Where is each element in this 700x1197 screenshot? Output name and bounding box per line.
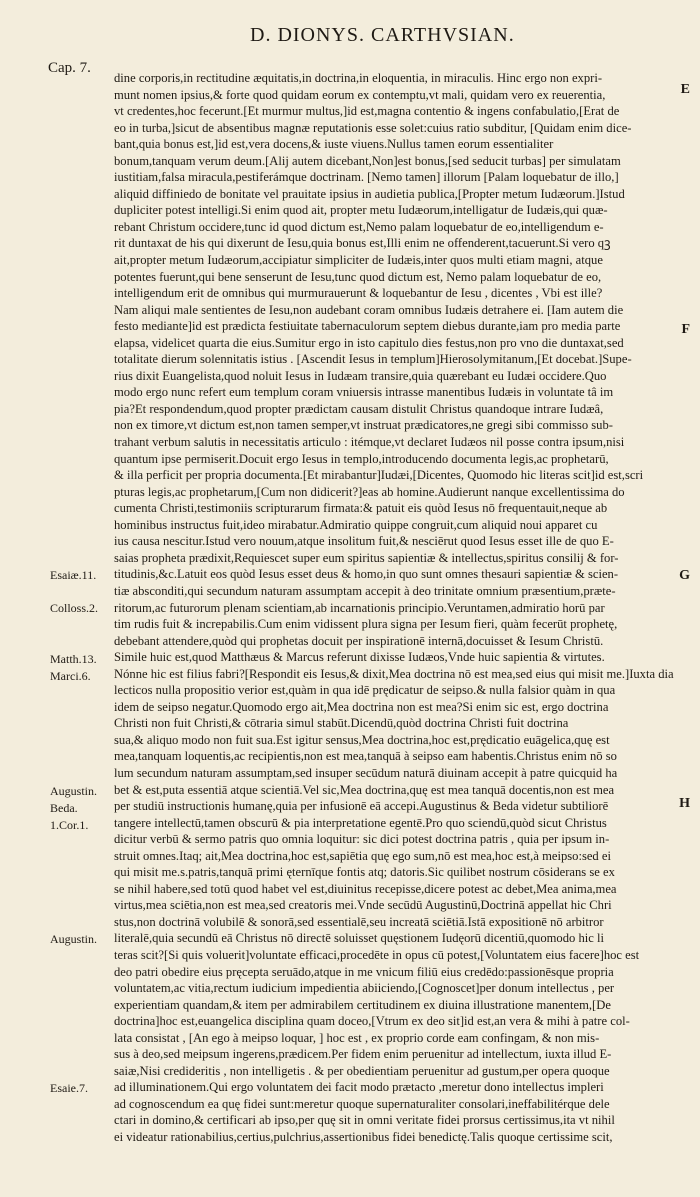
margin-note: Augustin. — [50, 932, 98, 946]
text-line: tangere intellectū,tamen obscurū & pia interpretatione egentē.Pro quo sciendū,quòd sicut Christus — [114, 815, 607, 830]
section-letter: E — [680, 82, 690, 97]
text-line: rius dixit Euangelista,quod noluit Iesus in Iudæam transire,quia quærebant eu Iudæi occidere.Quo — [114, 368, 607, 383]
text-line: ad cognoscendum ea quę fidei sunt:meretur quoque supernaturaliter consolari,ineffabilitérque dele — [114, 1096, 610, 1111]
text-line: Nam aliqui male sentientes de Iesu,non audebant coram omnibus Iudæis detrahere ei. [Iam autem die — [114, 302, 624, 317]
margin-note: Esaiæ.11. — [50, 568, 97, 582]
text-line: eo in turba,]sicut de absentibus magnæ reputationis esse solet:cuius ratio subditur, [Quidam enim dice- — [114, 120, 632, 135]
running-head — [0, 14, 700, 76]
text-line: tim rudis fuit & increpabilis.Cum enim vidissent plura signa per Iesum fieri, quàm fecerūt prophetę, — [114, 617, 618, 632]
section-letter: H — [679, 796, 690, 811]
text-line: bonum,tanquam verum deum.[Alij autem dicebant,Non]est bonus,[sed seducit turbas] per simulatam — [114, 153, 621, 168]
text-line: per studiū instructionis humanę,quia per infusionē eā accepi.Augustinus & Beda videtur subtiliorē — [114, 799, 609, 814]
text-line: & illa perficit per propria documenta.[Et mirabantur]Iudæi,[Dicentes, Quomodo hic literas scit]id est,scri — [114, 468, 644, 483]
text-line: struit omnes.Itaq; ait,Mea doctrina,hoc est,sapiētia quę ego sum,nō est mea,hoc est,à meipso:sed ei — [114, 848, 611, 863]
text-line: dupliciter potest intelligi.Si enim quod ait, propter metu Iudæorum,intelligatur de Iudæis,qui quæ- — [114, 203, 608, 218]
text-line: totalitate dierum solennitatis istius . [Ascendit Iesus in templum]Hierosolymitanum,[Et docebat.]Supe- — [114, 352, 632, 367]
text-line: deo patri obedire eius pręcepta seruādo,atque in me vnicum filiū eius credēdo:passionēsque propria — [114, 964, 614, 979]
text-line: ei videatur rationabilius,certius,pulchrius,assertionibus fidei benedictę.Talis quoque certissime scit, — [114, 1130, 613, 1144]
text-line — [114, 1162, 674, 1179]
margin-note: Augustin. — [50, 784, 98, 798]
margin-note: Beda. — [50, 801, 78, 815]
text-line: sua,& aliquo modo non fuit sua.Est igitur sensus,Mea doctrina,hoc est,prędicatio euāgelica,quę est — [114, 732, 610, 747]
text-line: ius causa nescitur.Istud vero nouum,atque insolitum fuit,& nesciērut quod Iesus esset ille de quo E- — [114, 534, 614, 549]
body-text — [114, 70, 674, 1179]
text-line: iustitiam,falsa miracula,pestiferámque doctrinam. [Nemo tamen] illorum [Palam loquebatur de illo,] — [114, 170, 619, 185]
text-line — [114, 1146, 674, 1163]
text-line: modo ergo nunc refert eum templum coram vniuersis intrasse manentibus Iudæis in voluntate tâ im — [114, 385, 614, 400]
chapter-number: Cap. 7. — [48, 60, 91, 76]
text-line: lum secundum naturam assumptam,sed insuper secūdum naturā diuinam accepit à patre quicquid ha — [114, 765, 618, 780]
text-line: aliquid diffiniedo de bonitate vel prauitate ipsius in audietia publica,[Propter metum Iudæorum.]Istud — [114, 186, 625, 201]
text-line: cumenta Christi,testimoniis scripturarum firmata:& patuit eis quòd Iesus nō frequentauit,neque ab — [114, 501, 608, 516]
text-line: idem de seipso negatur.Quomodo ergo ait,Mea doctrina non est mea?Si enim sic est, ergo doctrina — [114, 699, 609, 714]
section-letter: G — [679, 568, 690, 583]
text-line: virtus,mea sciētia,non est mea,sed creatoris mei.Vnde secūdū Augustinū,Doctrinā appellat hic Chri — [114, 898, 612, 913]
margin-note: Marci.6. — [50, 669, 91, 683]
text-line: teras scit?[Si quis voluerit]voluntate efficaci,procedēte in opus cū potest,[Voluntatem eius facere]hoc est — [114, 947, 640, 962]
text-line: dicitur verbū & sermo patris quo omnia loquitur: sic dici potest doctrina patris , quia per ipsum in- — [114, 832, 610, 847]
text-line: non ex timore,vt dictum est,non tamen semper,vt instruat prædicatores,ne gregi sibi commisso sub- — [114, 418, 613, 433]
page-title: D. DIONYS. CARTHVSIAN. — [250, 24, 515, 46]
margin-note: Esaie.7. — [50, 1081, 88, 1095]
text-line: quantum ipse permiserit.Docuit ergo Iesus in templo,introducendo documenta legis,ac prophetarū, — [114, 451, 609, 466]
text-line: bet & est,puta essentiā atque scientiā.Vel sic,Mea doctrina,quę est mea tanquā docentis,non est mea — [114, 782, 615, 797]
text-line: Simile huic est,quod Matthæus & Marcus referunt dixisse Iudæos,Vnde huic sapientia & virtutes. — [114, 650, 605, 665]
text-line: vt credentes,hoc fecerunt.[Et murmur multus,]id est,magna contentio & ingens confabulatio,[Erat de — [114, 104, 620, 119]
text-line: ritorum,ac futurorum plenam scientiam,ab incarnationis principio.Veruntamen,admiratio horū par — [114, 600, 605, 615]
text-line: ctari in domino,& certificari ab ipso,per quę sit in omni veritate fidei prorsus certissimus,ita vt nihil — [114, 1113, 615, 1128]
text-line: qui misit me.s.patris,tanquā primi ęternīque fontis atq; datoris.Sic quilibet nostrum cōsiderans se ex — [114, 865, 615, 880]
text-line: rit duntaxat de his qui dixerunt de Iesu,quia bonus est,Illi enim ne offenderent,tacuerunt.Si vero qꝫ — [114, 236, 611, 251]
text-line: debebant attendere,quòd qui prophetas docuit per inspirationē internā,docuisset & Iesum Christū. — [114, 633, 604, 648]
text-line: titudinis,&c.Latuit eos quòd Iesus esset deus & homo,in quo sunt omnes thesauri sapientiæ & scien- — [114, 567, 619, 582]
text-line: pia?Et respondendum,quod propter prædictam causam distulit Christus quandoque intrare Iudæâ, — [114, 401, 604, 416]
text-line: voluntatem,ac vitia,rectum iudicium impedientia abiiciendo,[Cognoscet]per donum intellectus , per — [114, 981, 615, 996]
margin-note: Matth.13. — [50, 652, 97, 666]
text-line: sus à deo,sed meipsum ingerens,prædicem.Per fidem enim peruenitur ad intellectum, iuxta illud E- — [114, 1047, 612, 1062]
text-line: experientiam quandam,& item per admirabilem certitudinem ex diuina illustratione manentem,[De — [114, 997, 611, 1012]
margin-note: 1.Cor.1. — [50, 818, 89, 832]
text-line: lata consistat , [An ego à meipso loquar, ] hoc est , ex proprio corde eam confingam, & non mis- — [114, 1030, 600, 1045]
text-line: literalē,quia secundū eā Christus nō directē soluisset quęstionem Iudęorū dicentiū,quomodo hic li — [114, 931, 604, 946]
margin-note: Colloss.2. — [50, 601, 99, 615]
text-line: bant,quia bonus est,]id est,vera docens,& iuste viuens.Nullus tamen eorum essentialiter — [114, 137, 554, 152]
text-line: ad illuminationem.Qui ergo voluntatem dei facit modo prætacto ,meretur dono intellectus impleri — [114, 1080, 604, 1095]
text-line: pturas legis,ac prophetarum,[Cum non didicerit?]eas ab homine.Audierunt nanque excellentissima do — [114, 484, 625, 499]
text-line: Christi non fuit Christi,& cōtraria simul stabūt.Dicendū,quòd doctrina Christi fuit doctrina — [114, 716, 569, 731]
text-line: tiæ absconditi,qui secundum naturam assumptam accepit à deo trinitate omnium præsentium,præte- — [114, 583, 616, 598]
text-line: saiæ,Nisi credideritis , non intelligetis . & per obedientiam peruenitur ad gustum,per opera quoque — [114, 1063, 610, 1078]
text-line: potentes fuerunt,qui bene senserunt de Iesu,tunc quod dictum est, Nemo palam loquebatur de eo, — [114, 269, 602, 284]
text-line: ait,propter metum Iudæorum,accipiatur simpliciter de Iudæis,inter quos multi etiam magni, atque — [114, 253, 603, 268]
text-line: lecticos nulla propositio verior est,quàm in qua idē prędicatur de seipso.& nulla falsior quàm in qua — [114, 683, 616, 698]
text-line: dine corporis,in rectitudine æquitatis,in doctrina,in eloquentia, in miraculis. Hinc ergo non expri- — [114, 71, 603, 85]
text-line: hominibus instructus fuit,ideo mirabatur.Admiratio quippe congruit,cum aliquid noui apparet cu — [114, 517, 598, 532]
text-line: stus,non doctrinā volubilē & sonorā,sed essentialē,seu increatā sciētiā.Istā expositionē nō arbitror — [114, 914, 604, 929]
text-line: intelligendum erit de omnibus qui murmurauerunt & loquebantur de Iesu , dicentes , Vbi est ille? — [114, 286, 603, 301]
text-line: saias propheta prædixit,Requiescet super eum spiritus sapientiæ & intellectus,spiritus consilij & for- — [114, 550, 619, 565]
text-line: elapsa, videlicet quarta die eius.Sumitur ergo in isto capitulo dies festus,non pro vno die duntaxat,sed — [114, 335, 624, 350]
text-line: munt nomen ipsius,& forte quod quidam eorum ex contemptu,vt mali, quidam vero ex reuerentia, — [114, 87, 606, 102]
text-line: mea,tanquam loquentis,ac recipientis,non est mea,tanquā à seipso eam habentis.Christus enim nō so — [114, 749, 617, 764]
text-line: rebant Christum occidere,tunc id quod dictum est,Nemo palam loquebatur de eo,intelligendum e- — [114, 219, 604, 234]
text-line: trahant verbum salutis in necessitatis articulo : itémque,vt declaret Iudæos nil posse contra ipsum,nisi — [114, 435, 625, 450]
text-line: se nihil habere,sed totū quod habet vel est,diuinitus recepisse,dicere potest ac debet,Mea anima,mea — [114, 881, 617, 896]
section-letter: F — [681, 322, 690, 337]
text-line: Nónne hic est filius fabri?[Respondit eis Iesus,& dixit,Mea doctrina nō est mea,sed eius qui misit me.]Iuxta dia — [114, 666, 674, 681]
text-line: doctrina]hoc est,euangelica disciplina quam doceo,[Vtrum ex deo sit]id est,an vera & mihi à patre col- — [114, 1014, 630, 1029]
text-line: festo mediante]id est prædicta festiuitate tabernaculorum septem diebus durante,iam pro media parte — [114, 319, 621, 334]
